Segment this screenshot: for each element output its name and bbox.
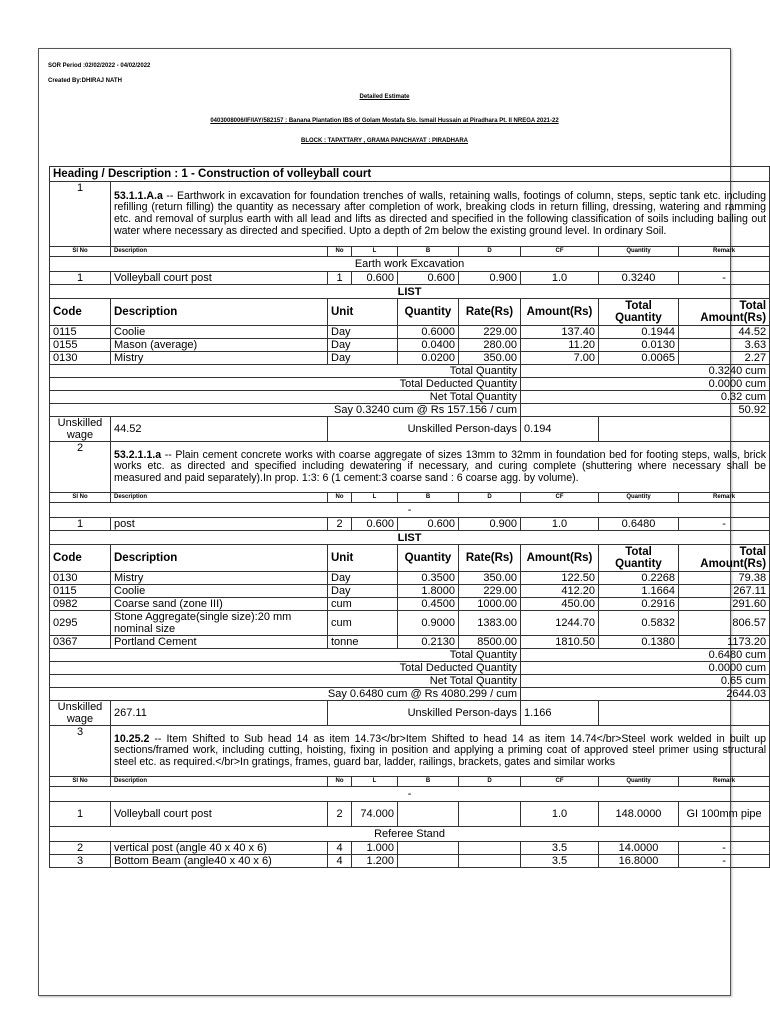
group-row: Earth work Excavation (50, 257, 770, 272)
item-text: -- Plain cement concrete works with coarse aggregate of sizes 13mm to 32mm in foundation bed for footing steps, walls, brick works etc. as directed and specified including dewatering if necessary, and curing complete (shuttering where necessary shall be measured and paid separately).In prop. 1:3: 6 (1 cement:3 coarse sand : 6 coarse agg. by volume). (114, 448, 767, 484)
item-row: 3 10.25.2 -- Item Shifted to Sub head 14 as item 14.73</br>Item Shifted to head 14 as item 14.74</br>Steel work welded in built up sections/framed work, including cutting, hoisting, fixing in position and applying a priming coat of approved steel primer using structural steel etc. as required.</br>In gratings, frames, guard bar, ladder, railings, brackets, gates and similar works (50, 726, 770, 777)
wage-row: Unskilled wage 44.52 Unskilled Person-days 0.194 (50, 417, 770, 442)
list-item: 0130 Mistry Day 0.0200 350.00 7.00 0.0065 2.27 (50, 352, 770, 365)
item-row: 1 53.1.1.A.a -- Earthwork in excavation for foundation trenches of walls, retaining walls, footings of column, steps, septic tank etc. including refilling (return filling) the quantity as necessary after completion of work, breaking clods in return filling, dressing, watering and ramming etc. and removal of surplus earth with all lead and lifts as directed and specified in the following classification of soils including bailing out water where necessary as directed and specified. Upto a depth of 2m below the existing ground level. In ordinary Soil. (50, 182, 770, 247)
item-text: -- Earthwork in excavation for foundation trenches of walls, retaining walls, footings of column, steps, septic tank etc. including refilling (return filling) the quantity as necessary after completion of work, breaking clods in return filling, dressing, watering and ramming etc. and removal of surplus earth with all lead and lifts as directed and specified in the following classification of soils including bailing out water where necessary as directed and specified. Upto a depth of 2m below the existing ground level. In ordinary Soil. (114, 189, 767, 237)
list-item: 0295 Stone Aggregate(single size):20 mm nominal size cum 0.9000 1383.00 1244.70 0.5832 806.57 (50, 611, 770, 636)
total-quantity-row: Total Quantity 0.6480 cum (50, 649, 770, 662)
list-header-row: Code Description Unit Quantity Rate(Rs) Amount(Rs) Total Quantity Total Amount(Rs) (50, 545, 770, 572)
list-header-row: Code Description Unit Quantity Rate(Rs) Amount(Rs) Total Quantity Total Amount(Rs) (50, 299, 770, 326)
heading-row (50, 167, 770, 182)
measurement-row: 1 Volleyball court post 2 74.000 1.0 148.0000 GI 100mm pipe (50, 802, 770, 827)
list-item: 0982 Coarse sand (zone III) cum 0.4500 1000.00 450.00 0.2916 291.60 (50, 598, 770, 611)
item-code: 53.1.1.A.a (114, 189, 163, 202)
item-code: 10.25.2 (114, 732, 150, 745)
wage-row: Unskilled wage 267.11 Unskilled Person-days 1.166 (50, 701, 770, 726)
total-quantity-row: Total Quantity 0.3240 cum (50, 365, 770, 378)
group-row: - (50, 503, 770, 518)
doc-title: Detailed Estimate (359, 94, 410, 100)
measurement-row: 1 Volleyball court post 1 0.600 0.600 0.900 1.0 0.3240 - (50, 272, 770, 285)
list-item: 0115 Coolie Day 0.6000 229.00 137.40 0.1944 44.52 (50, 326, 770, 339)
list-item: 0367 Portland Cement tonne 0.2130 8500.00 1810.50 0.1380 1173.20 (50, 636, 770, 649)
measurement-row: 3 Bottom Beam (angle40 x 40 x 6) 4 1.200 3.5 16.8000 - (50, 855, 770, 868)
sub-header-row: Sl No Description No L B D CF Quantity Remark (50, 493, 770, 503)
list-row: LIST (50, 285, 770, 299)
say-row: Say 0.6480 cum @ Rs 4080.299 / cum 2644.03 (50, 688, 770, 701)
item-row: 2 53.2.1.1.a -- Plain cement concrete works with coarse aggregate of sizes 13mm to 32mm in foundation bed for footing steps, walls, brick works etc. as directed and specified including dewatering if necessary, and curing complete (shuttering where necessary shall be measured and paid separately).In prop. 1:3: 6 (1 cement:3 coarse sand : 6 coarse agg. by volume). (50, 442, 770, 493)
list-item: 0115 Coolie Day 1.8000 229.00 412.20 1.1664 267.11 (50, 585, 770, 598)
heading: Heading / Description : 1 - Construction of volleyball court (50, 167, 770, 182)
work-code: 0403008006/IF/IAY/582157 : Banana Plantation IBS of Golam Mostafa S/o. Ismail Hussain at Piradhara Pt. II NREGA 2021-22 (210, 118, 559, 124)
group-row: Referee Stand (50, 827, 770, 842)
document-page (38, 48, 767, 996)
total-deducted-row: Total Deducted Quantity 0.0000 cum (50, 662, 770, 675)
item-code: 53.2.1.1.a (114, 448, 162, 461)
net-total-row: Net Total Quantity 0.32 cum (50, 391, 770, 404)
created-by: Created By:DHIRAJ NATH (48, 78, 122, 84)
measurement-row: 1 post 2 0.600 0.600 0.900 1.0 0.6480 - (50, 518, 770, 531)
measurement-row: 2 vertical post (angle 40 x 40 x 6) 4 1.000 3.5 14.0000 - (50, 842, 770, 855)
say-row: Say 0.3240 cum @ Rs 157.156 / cum 50.92 (50, 404, 770, 417)
net-total-row: Net Total Quantity 0.65 cum (50, 675, 770, 688)
block-info: BLOCK : TAPATTARY , GRAMA PANCHAYAT : PIRADHARA (301, 138, 468, 144)
group-row: - (50, 787, 770, 802)
sor-period: SOR Period :02/02/2022 - 04/02/2022 (48, 63, 151, 69)
sub-header-row: Sl No Description No L B D CF Quantity Remark (50, 247, 770, 257)
list-item: 0130 Mistry Day 0.3500 350.00 122.50 0.2268 79.38 (50, 572, 770, 585)
sub-header-row: Sl No Description No L B D CF Quantity Remark (50, 777, 770, 787)
estimate-table (49, 166, 770, 868)
list-row: LIST (50, 531, 770, 545)
item-text: -- Item Shifted to Sub head 14 as item 14.73</br>Item Shifted to head 14 as item 14.74</br>Steel work welded in built up sections/framed work, including cutting, hoisting, fixing in position and applying a priming coat of approved steel primer using structural steel etc. as required.</br>In gratings, frames, guard bar, ladder, railings, brackets, gates and similar works (114, 732, 767, 768)
list-item: 0155 Mason (average) Day 0.0400 280.00 11.20 0.0130 3.63 (50, 339, 770, 352)
total-deducted-row: Total Deducted Quantity 0.0000 cum (50, 378, 770, 391)
